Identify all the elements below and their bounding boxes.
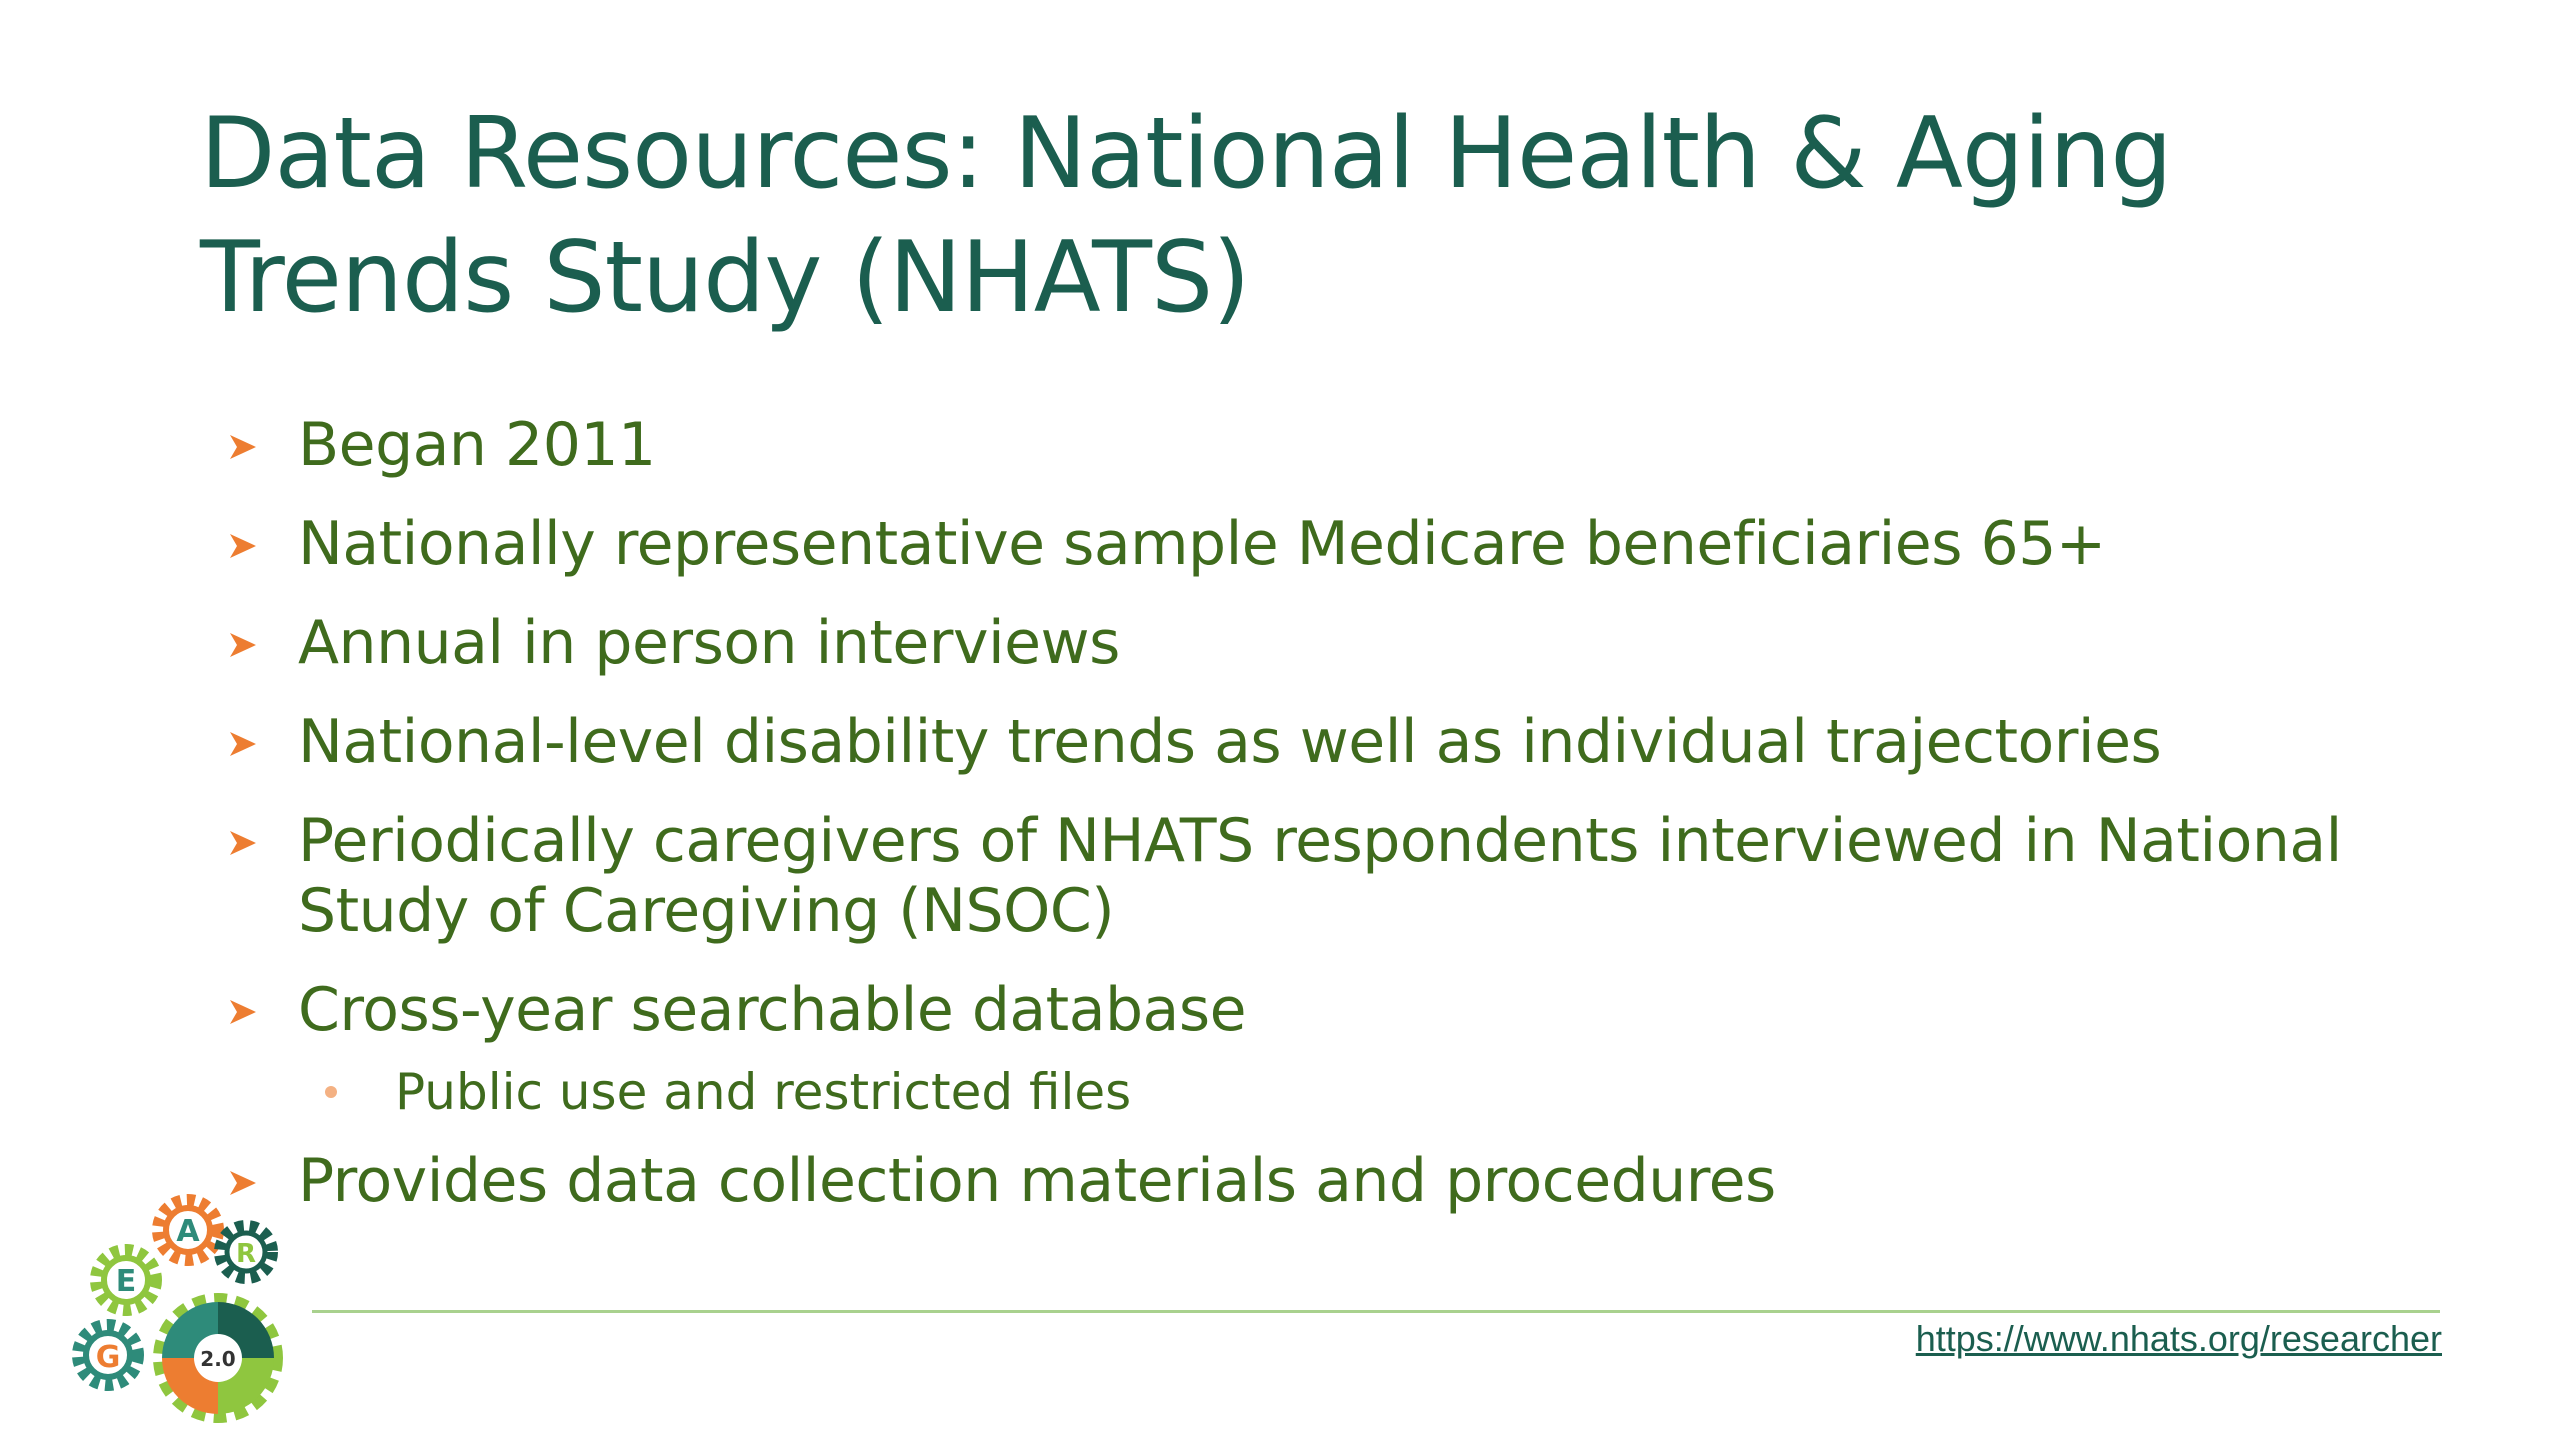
- bullet-item: [220, 410, 2420, 480]
- bullet-item: [220, 509, 2420, 579]
- logo-letter: A: [176, 1214, 200, 1249]
- bullet-text: Nationally representative sample Medicare beneficiaries 65+: [298, 509, 2106, 579]
- sub-bullet-text: Public use and restricted files: [395, 1063, 1132, 1121]
- logo-version: 2.0: [200, 1347, 236, 1371]
- gear-g-icon: [78, 1325, 138, 1385]
- logo-letter: R: [235, 1239, 257, 1269]
- bullet-text: Provides data collection materials and procedures: [298, 1146, 1776, 1216]
- bullet-item: [220, 707, 2420, 777]
- sub-bullet-item: [220, 1060, 2420, 1124]
- arrow-bullet-icon: [228, 997, 258, 1027]
- bullet-text: National-level disability trends as well as individual trajectories: [298, 707, 2162, 777]
- arrow-bullet-icon: [228, 630, 258, 660]
- nhats-researcher-link[interactable]: https://www.nhats.org/researcher: [1915, 1318, 2442, 1359]
- bullet-text: Cross-year searchable database: [298, 975, 1246, 1045]
- bullet-item: [220, 806, 2420, 946]
- gear-e-icon: [96, 1250, 156, 1310]
- logo-letter: E: [115, 1264, 137, 1299]
- arrow-bullet-icon: [228, 828, 258, 858]
- bullet-text: Began 2011: [298, 410, 656, 480]
- gear-2-0-icon: [162, 1302, 274, 1414]
- arrow-bullet-icon: [228, 531, 258, 561]
- logo-letter: G: [95, 1340, 121, 1375]
- gear-a-icon: [158, 1200, 218, 1260]
- bullet-item: [220, 975, 2420, 1045]
- title-line-2: Trends Study (NHATS): [200, 221, 1250, 335]
- slide-title: [200, 92, 2400, 340]
- bullet-text: Annual in person interviews: [298, 608, 1120, 678]
- arrow-bullet-icon: [228, 729, 258, 759]
- arrow-bullet-icon: [228, 432, 258, 462]
- bullet-item: [220, 608, 2420, 678]
- footer-divider: [312, 1310, 2440, 1313]
- dot-bullet-icon: [325, 1086, 337, 1098]
- gear-logo: [68, 1180, 318, 1430]
- title-line-1: Data Resources: National Health & Aging: [200, 97, 2172, 211]
- bullet-text: Periodically caregivers of NHATS respondents interviewed in National Study of Caregiving (NSOC): [298, 806, 2342, 946]
- bullet-item: [220, 1146, 2420, 1216]
- bullet-list: [220, 410, 2420, 1245]
- gear-r-icon: [220, 1226, 272, 1278]
